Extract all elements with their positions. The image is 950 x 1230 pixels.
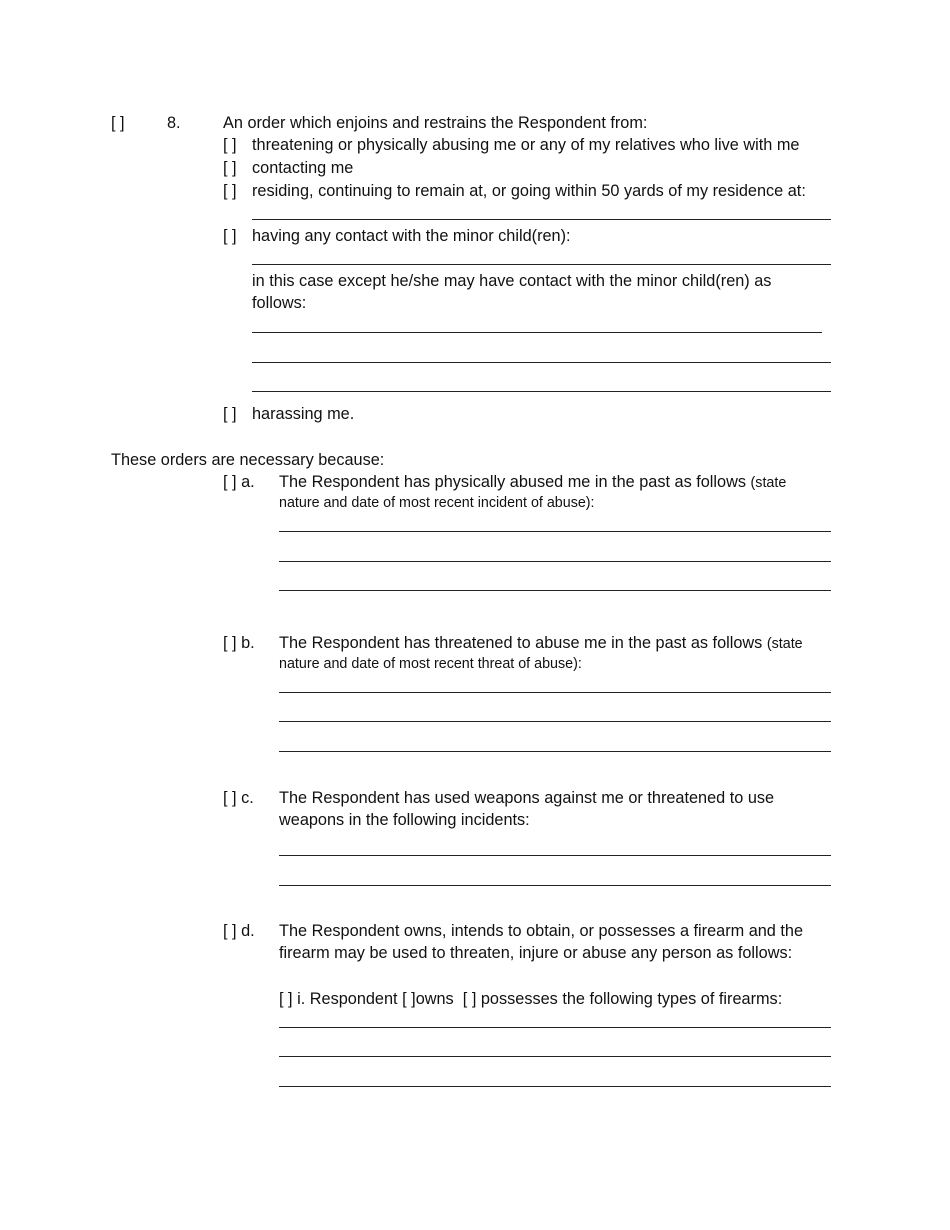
option-child-contact-checkbox[interactable]: [ ] xyxy=(223,227,237,245)
reason-b-line-1[interactable] xyxy=(279,692,831,693)
option-harassing-label: harassing me. xyxy=(252,405,355,423)
firearms-possesses-label: possesses the following types of firearms: xyxy=(480,990,783,1008)
firearms-line-2[interactable] xyxy=(279,1056,831,1057)
child-contact-line-1[interactable] xyxy=(252,332,822,333)
firearms-line-3[interactable] xyxy=(279,1086,831,1087)
firearms-i-checkbox[interactable]: [ ] i. Respondent xyxy=(279,990,398,1008)
option-residing-checkbox[interactable]: [ ] xyxy=(223,182,237,200)
reason-a-line-2[interactable] xyxy=(279,561,831,562)
item-8-intro: An order which enjoins and restrains the Respondent from: xyxy=(223,114,648,132)
reason-a-checkbox[interactable]: [ ] a. xyxy=(223,473,255,491)
child-contact-exception-text: in this case except he/she may have contact with the minor child(ren) as xyxy=(252,272,772,290)
option-contacting-label: contacting me xyxy=(252,159,354,177)
reason-a-text xyxy=(279,472,786,493)
option-threatening-checkbox[interactable]: [ ] xyxy=(223,136,237,154)
residence-address-line[interactable] xyxy=(252,219,831,220)
child-names-line[interactable] xyxy=(252,264,831,265)
firearms-line-1[interactable] xyxy=(279,1027,831,1028)
reason-b-main: The Respondent has threatened to abuse me in the past as follows xyxy=(279,634,763,652)
item-8-checkbox[interactable]: [ ] xyxy=(111,114,125,132)
reason-b-checkbox[interactable]: [ ] b. xyxy=(223,634,255,652)
option-threatening-label: threatening or physically abusing me or any of my relatives who live with me xyxy=(252,136,800,154)
reason-c-text-2: weapons in the following incidents: xyxy=(279,811,530,829)
reason-a-note-2: nature and date of most recent incident of abuse): xyxy=(279,495,595,511)
reason-a-line-1[interactable] xyxy=(279,531,831,532)
reason-b-note: (state xyxy=(766,636,803,652)
child-contact-line-3[interactable] xyxy=(252,391,831,392)
firearms-possesses-checkbox[interactable]: [ ] xyxy=(462,990,477,1008)
firearms-row xyxy=(279,989,782,1009)
reason-d-checkbox[interactable]: [ ] d. xyxy=(223,922,255,940)
item-8-number: 8. xyxy=(167,114,181,132)
reason-c-line-1[interactable] xyxy=(279,855,831,856)
reasons-heading: These orders are necessary because: xyxy=(111,451,385,469)
reason-a-line-3[interactable] xyxy=(279,590,831,591)
option-residing-label: residing, continuing to remain at, or going within 50 yards of my residence at: xyxy=(252,182,806,200)
reason-d-text-2: firearm may be used to threaten, injure or abuse any person as follows: xyxy=(279,944,793,962)
firearms-owns-checkbox[interactable]: [ ] xyxy=(402,990,416,1008)
reason-b-line-2[interactable] xyxy=(279,721,831,722)
reason-b-text xyxy=(279,633,803,654)
child-contact-line-2[interactable] xyxy=(252,362,831,363)
option-child-contact-label: having any contact with the minor child(ren): xyxy=(252,227,571,245)
reason-b-line-3[interactable] xyxy=(279,751,831,752)
reason-c-text-1: The Respondent has used weapons against me or threatened to use xyxy=(279,789,775,807)
firearms-owns-label: owns xyxy=(415,990,454,1008)
reason-b-note-2: nature and date of most recent threat of abuse): xyxy=(279,656,582,672)
reason-c-line-2[interactable] xyxy=(279,885,831,886)
reason-a-main: The Respondent has physically abused me in the past as follows xyxy=(279,473,746,491)
child-contact-exception-text-2: follows: xyxy=(252,294,307,312)
reason-c-checkbox[interactable]: [ ] c. xyxy=(223,789,254,807)
option-harassing-checkbox[interactable]: [ ] xyxy=(223,405,237,423)
reason-a-note: (state xyxy=(750,475,787,491)
reason-d-text-1: The Respondent owns, intends to obtain, or possesses a firearm and the xyxy=(279,922,804,940)
option-contacting-checkbox[interactable]: [ ] xyxy=(223,159,237,177)
